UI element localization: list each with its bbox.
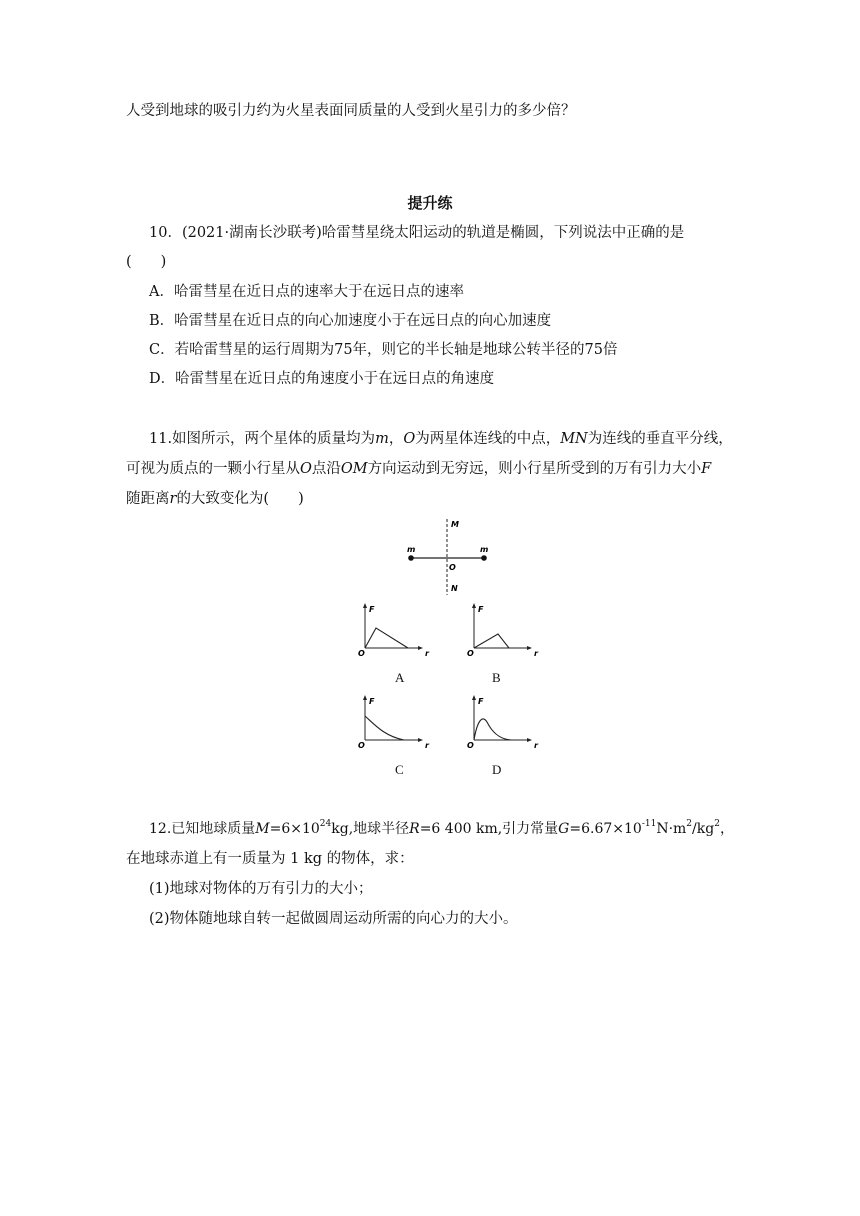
q10-option-d: D．哈雷彗星在近日点的角速度小于在远日点的角速度 bbox=[149, 371, 495, 387]
intro-line: 人受到地球的吸引力约为火星表面同质量的人受到火星引力的多少倍？ bbox=[126, 103, 576, 119]
q11-line1: 11.如图所示，两个星体的质量均为m，O为两星体连线的中点，MN为连线的垂直平分线， bbox=[149, 431, 733, 447]
graph-b bbox=[465, 600, 545, 660]
q11-line2: 可视为质点的一颗小行星从O点沿OM方向运动到无穷远，则小行星所受到的万有引力大小F bbox=[126, 461, 712, 477]
q12-line2: 在地球赤道上有一质量为 1 kg 的物体，求： bbox=[126, 851, 414, 867]
graph-c-label: C bbox=[395, 762, 404, 777]
graph-a-curve bbox=[365, 628, 408, 648]
label-left-mass: m bbox=[407, 545, 416, 554]
svg-text:r: r bbox=[425, 649, 429, 658]
q12-sub1: (1)地球对物体的万有引力的大小； bbox=[149, 881, 373, 897]
svg-text:O: O bbox=[467, 741, 474, 750]
svg-text:F: F bbox=[478, 697, 484, 706]
svg-text:O: O bbox=[358, 649, 365, 658]
label-m-top: M bbox=[451, 520, 459, 529]
svg-text:r: r bbox=[534, 649, 538, 658]
graph-b-curve bbox=[474, 634, 509, 648]
q10-option-a: A．哈雷彗星在近日点的速率大于在远日点的速率 bbox=[149, 284, 464, 300]
graph-d-label: D bbox=[492, 762, 502, 777]
svg-text:r: r bbox=[425, 741, 429, 750]
right-mass-dot bbox=[481, 555, 487, 561]
q12-line1: 12.已知地球质量$M=6\times 10^{24}kg$,地球半径R=6 400 km,引力常量$G=6.67\times 10^{-11}N\cdot m^2/kg^2$， bbox=[149, 819, 734, 837]
graph-d-curve bbox=[474, 719, 511, 740]
graph-d bbox=[465, 692, 545, 752]
svg-text:O: O bbox=[467, 649, 474, 658]
graph-a-label: A bbox=[395, 670, 405, 685]
two-body-diagram bbox=[400, 515, 500, 600]
svg-text:F: F bbox=[369, 697, 375, 706]
svg-text:F: F bbox=[478, 605, 484, 614]
q10-stem-line1: 10．(2021·湖南长沙联考)哈雷彗星绕太阳运动的轨道是椭圆，下列说法中正确的是 bbox=[149, 225, 685, 241]
q10-option-c: C．若哈雷彗星的运行周期为75年，则它的半长轴是地球公转半径的75倍 bbox=[149, 342, 618, 358]
graph-b-label: B bbox=[492, 670, 501, 685]
q11-line3: 随距离r的大致变化为( ) bbox=[126, 491, 304, 507]
q10-option-b: B．哈雷彗星在近日点的向心加速度小于在远日点的向心加速度 bbox=[149, 313, 552, 329]
q10-stem-line2: ( ) bbox=[126, 254, 167, 270]
section-title: 提升练 bbox=[407, 194, 453, 212]
q12-sub2: (2)物体随地球自转一起做圆周运动所需的向心力的大小。 bbox=[149, 911, 518, 927]
graph-c bbox=[356, 692, 436, 752]
svg-text:r: r bbox=[534, 741, 538, 750]
graph-a bbox=[356, 600, 436, 660]
label-o-center: O bbox=[449, 563, 456, 572]
left-mass-dot bbox=[408, 555, 414, 561]
label-right-mass: m bbox=[480, 545, 489, 554]
svg-text:F: F bbox=[369, 605, 375, 614]
svg-text:O: O bbox=[358, 741, 365, 750]
label-n-bottom: N bbox=[451, 584, 458, 593]
graph-c-curve bbox=[365, 716, 404, 740]
